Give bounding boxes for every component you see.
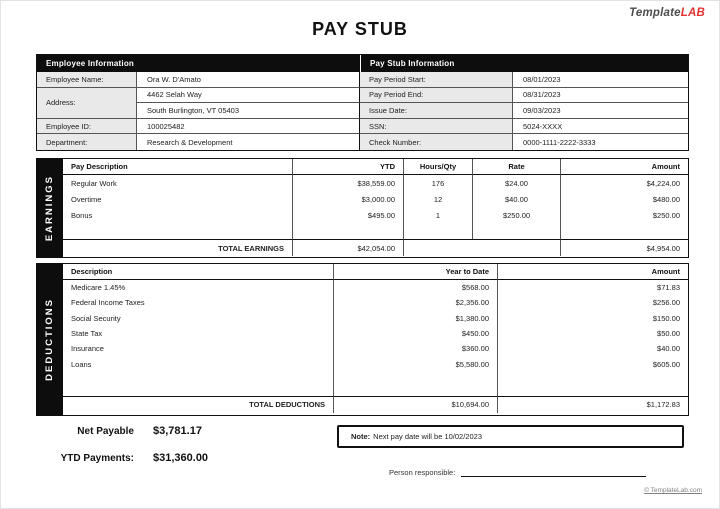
earnings-sidebar (36, 158, 63, 258)
earnings-section (36, 158, 689, 258)
earnings-col-hours: Hours/Qty (404, 159, 473, 175)
employee-info-header: Employee Information (37, 55, 360, 72)
deductions-filler-cell (63, 372, 334, 396)
earnings-col-amount: Amount (561, 159, 688, 175)
deductions-row-ytd: $568.00 (334, 280, 498, 295)
earnings-row-amount: $4,224.00 (646, 178, 680, 188)
earnings-sidebar-label: EARNINGS (44, 174, 55, 242)
issue-date-value: 09/03/2023 (513, 103, 688, 119)
deductions-row-description: Federal Income Taxes (63, 295, 334, 310)
deductions-row-amount: $50.00 (657, 329, 680, 339)
earnings-row-description: Bonus (63, 207, 293, 223)
signature-label: Person responsible: (389, 468, 456, 477)
employee-name-label: Employee Name: (37, 72, 137, 88)
paystub-info-header: Pay Stub Information (360, 55, 688, 72)
check-number-value: 0000-1111-2222-3333 (523, 137, 596, 147)
issue-date-label: Issue Date: (360, 103, 513, 119)
earnings-row-rate: $24.00 (473, 175, 561, 191)
signature-block (389, 468, 646, 477)
deductions-filler-cell (334, 372, 498, 396)
note-text: Next pay date will be 10/02/2023 (373, 432, 482, 441)
deductions-row-description: State Tax (63, 326, 334, 341)
earnings-filler-cell (473, 223, 561, 239)
earnings-filler-cell (293, 223, 404, 239)
deductions-row-description: Insurance (63, 341, 334, 356)
deductions-row-amount: $40.00 (657, 344, 680, 354)
deductions-row-ytd: $5,580.00 (334, 356, 498, 371)
ssn-label: SSN: (360, 119, 513, 135)
total-earnings-ytd: $42,054.00 (293, 239, 404, 256)
earnings-row-rate: $250.00 (473, 207, 561, 223)
earnings-filler-cell (404, 223, 473, 239)
total-deductions-label: TOTAL DEDUCTIONS (63, 396, 334, 413)
earnings-col-description: Pay Description (63, 159, 293, 175)
earnings-row-hours: 1 (404, 207, 473, 223)
signature-line (461, 468, 646, 477)
earnings-filler-cell (561, 223, 688, 239)
employee-id-value: 100025482 (137, 119, 360, 135)
deductions-row-description: Social Security (63, 311, 334, 326)
earnings-col-rate: Rate (473, 159, 561, 175)
earnings-table (63, 158, 689, 258)
earnings-col-ytd: YTD (293, 159, 404, 175)
deductions-sidebar (36, 263, 63, 416)
earnings-row-hours: 12 (404, 191, 473, 207)
pay-period-start-value: 08/01/2023 (513, 72, 688, 88)
address-line1: 4462 Selah Way (137, 88, 360, 104)
ytd-payments-value: $31,360.00 (153, 452, 209, 464)
note-label: Note: (351, 432, 371, 441)
deductions-row-ytd: $2,356.00 (334, 295, 498, 310)
total-earnings-amount: $4,954.00 (561, 239, 688, 256)
brand-logo-part1: Template (629, 7, 681, 19)
deductions-col-amount: Amount (498, 264, 688, 280)
pay-period-end-label: Pay Period End: (360, 88, 513, 104)
earnings-row-ytd: $495.00 (293, 207, 404, 223)
earnings-row-ytd: $38,559.00 (293, 175, 404, 191)
note-box (337, 425, 684, 448)
pay-period-start-label: Pay Period Start: (360, 72, 513, 88)
deductions-table (63, 263, 689, 416)
deductions-row-amount: $605.00 (652, 359, 680, 369)
pay-period-end-value: 08/31/2023 (513, 88, 688, 104)
net-payable-value: $3,781.17 (153, 425, 202, 437)
footer-credit-link[interactable]: © TemplateLab.com (644, 487, 702, 494)
deductions-row-amount: $150.00 (652, 313, 680, 323)
check-number-label: Check Number: (360, 134, 513, 150)
deductions-filler-cell (498, 372, 688, 396)
deductions-sidebar-label: DEDUCTIONS (44, 298, 55, 381)
earnings-row-amount: $480.00 (652, 194, 680, 204)
total-earnings-spacer (404, 239, 561, 256)
earnings-row-ytd: $3,000.00 (293, 191, 404, 207)
department-value: Research & Development (137, 134, 360, 150)
earnings-row-amount: $250.00 (652, 210, 680, 220)
earnings-row-rate: $40.00 (473, 191, 561, 207)
deductions-row-ytd: $1,380.00 (334, 311, 498, 326)
employee-id-label: Employee ID: (37, 119, 137, 135)
deductions-section (36, 263, 689, 416)
ytd-payments-label: YTD Payments: (60, 452, 134, 464)
deductions-row-ytd: $360.00 (334, 341, 498, 356)
info-table (36, 54, 689, 151)
deductions-col-description: Description (63, 264, 334, 280)
deductions-row-description: Medicare 1.45% (63, 280, 334, 295)
earnings-row-description: Regular Work (63, 175, 293, 191)
address-line2: South Burlington, VT 05403 (137, 103, 360, 119)
net-payable-label: Net Payable (77, 425, 134, 437)
deductions-row-amount: $71.83 (657, 283, 680, 293)
total-deductions-ytd: $10,694.00 (334, 396, 498, 413)
total-deductions-amount: $1,172.83 (498, 396, 688, 413)
brand-logo-part2: LAB (680, 7, 705, 19)
address-label: Address: (37, 88, 137, 119)
deductions-row-description: Loans (63, 356, 334, 371)
employee-name-value: Ora W. D'Amato (137, 72, 360, 88)
deductions-row-amount: $256.00 (652, 298, 680, 308)
earnings-filler-cell (63, 223, 293, 239)
earnings-row-hours: 176 (404, 175, 473, 191)
ssn-value: 5024-XXXX (513, 119, 688, 135)
earnings-row-description: Overtime (63, 191, 293, 207)
department-label: Department: (37, 134, 137, 150)
payment-summary (36, 425, 208, 464)
page-title: PAY STUB (312, 19, 408, 39)
total-earnings-label: TOTAL EARNINGS (63, 239, 293, 256)
brand-logo (629, 7, 705, 19)
deductions-row-ytd: $450.00 (334, 326, 498, 341)
deductions-col-ytd: Year to Date (334, 264, 498, 280)
